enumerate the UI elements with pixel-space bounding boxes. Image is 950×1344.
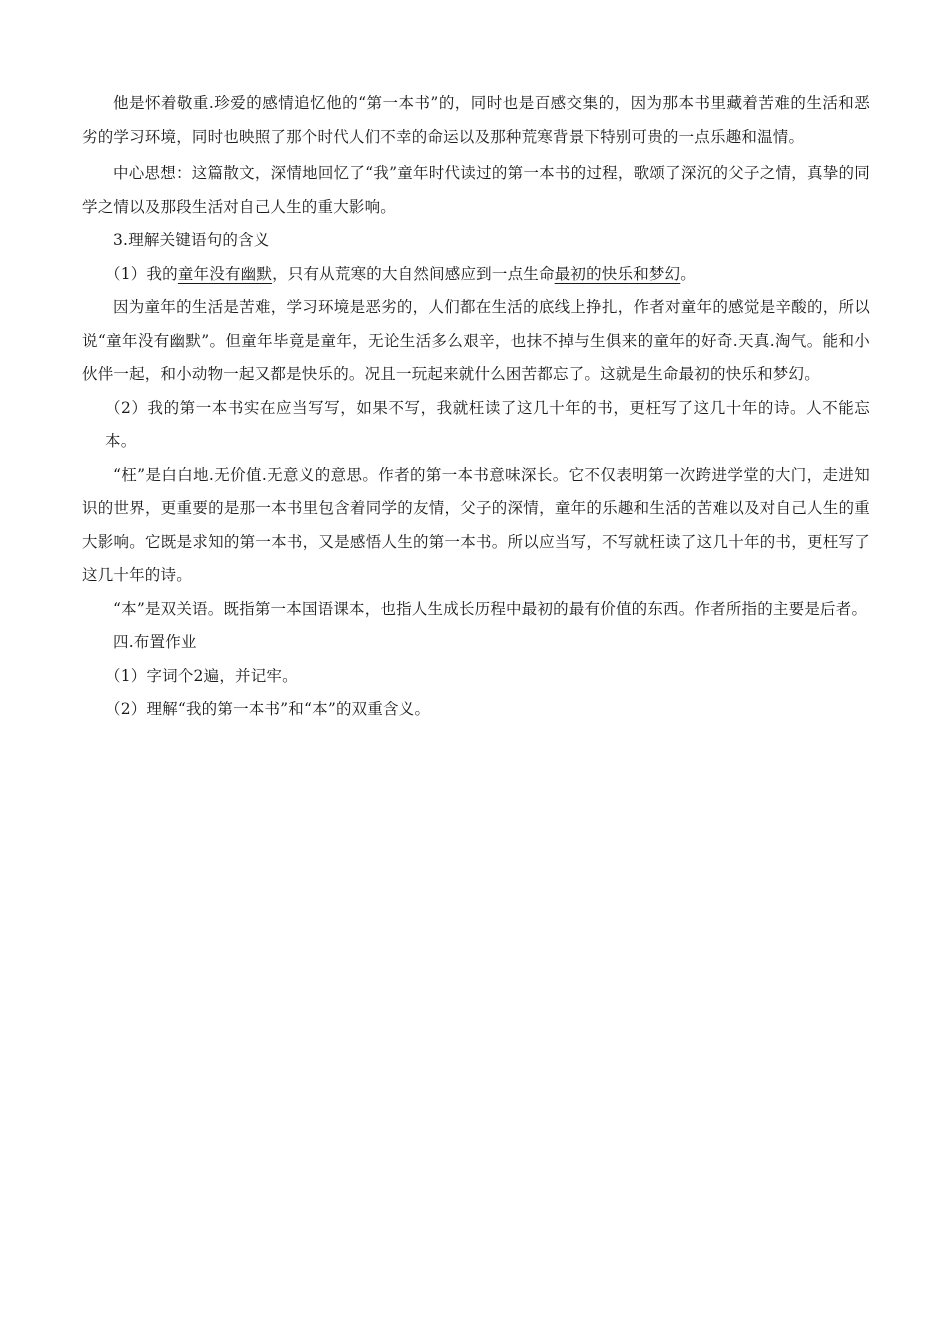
key-sentence-1-part-c: 。 — [680, 264, 696, 283]
key-sentence-1-part-a: （1）我的 — [105, 264, 178, 283]
key-sentence-1 — [82, 258, 870, 292]
key-sentence-1-underlined-b: 最初的快乐和梦幻 — [554, 264, 681, 283]
key-sentence-1-part-b: ，只有从荒寒的大自然间感应到一点生命 — [272, 264, 555, 283]
paragraph-explanation-1: 因为童年的生活是苦难，学习环境是恶劣的，人们都在生活的底线上挣扎，作者对童年的感觉是辛酸的，所以说“童年没有幽默”。但童年毕竟是童年，无论生活多么艰辛，也抹不掉与生俱来的童年的好奇.天真.淘气。能和小伙伴一起，和小动物一起又都是快乐的。况且一玩起来就什么困苦都忘了。这就是生命最初的快乐和梦幻。 — [82, 298, 870, 383]
key-sentence-1-underlined-a: 童年没有幽默 — [177, 264, 273, 283]
paragraph-author-feelings: 他是怀着敬重.珍爱的感情追忆他的“第一本书”的，同时也是百感交集的，因为那本书里藏着苦难的生活和恶劣的学习环境，同时也映照了那个时代人们不幸的命运以及那种荒寒背景下特别可贵的一点乐趣和温情。 — [82, 94, 870, 146]
paragraph-explanation-2: “枉”是白白地.无价值.无意义的意思。作者的第一本书意味深长。它不仅表明第一次跨进学堂的大门，走进知识的世界，更重要的是那一本书里包含着同学的友情，父子的深情，童年的乐趣和生活的苦难以及对自己人生的重大影响。它既是求知的第一本书，又是感悟人生的第一本书。所以应当写，不写就枉读了这几十年的书，更枉写了这几十年的诗。 — [82, 465, 870, 584]
section-heading-key-sentences: 3.理解关键语句的含义 — [113, 231, 270, 249]
homework-item-2: （2）理解“我的第一本书”和“本”的双重含义。 — [105, 700, 431, 718]
paragraph-central-idea: 中心思想：这篇散文，深情地回忆了“我”童年时代读过的第一本书的过程，歌颂了深沉的父子之情，真挚的同学之情以及那段生活对自己人生的重大影响。 — [82, 164, 870, 216]
section-heading-homework: 四.布置作业 — [113, 633, 197, 651]
paragraph-explanation-3: “本”是双关语。既指第一本国语课本，也指人生成长历程中最初的最有价值的东西。作者所指的主要是后者。 — [113, 599, 868, 618]
key-sentence-2: （2）我的第一本书实在应当写写，如果不写，我就枉读了这几十年的书，更枉写了这几十年的诗。人不能忘本。 — [105, 398, 870, 450]
homework-item-1: （1）字词个2遍，并记牢。 — [105, 666, 298, 685]
